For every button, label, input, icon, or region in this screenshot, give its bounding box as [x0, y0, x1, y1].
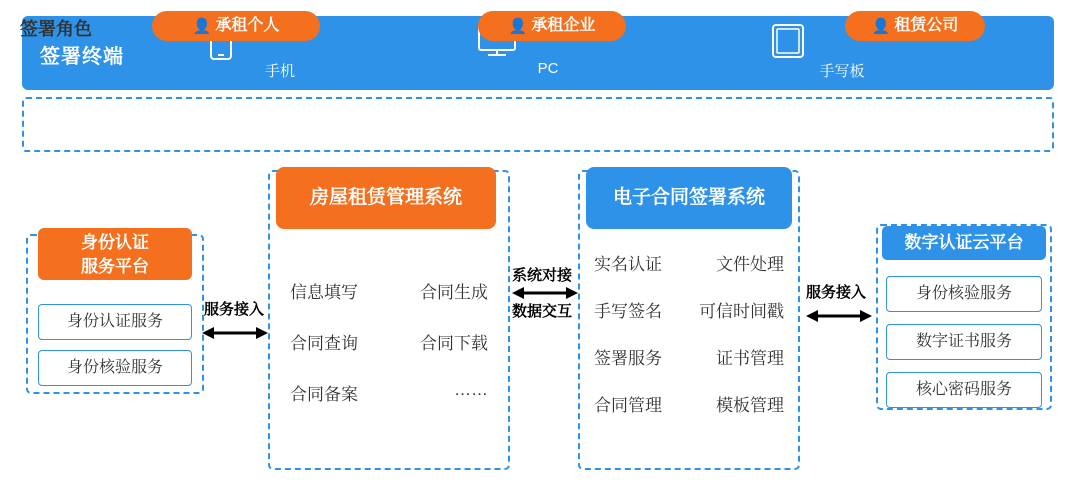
contract-feature-row: [586, 297, 792, 322]
signing-roles-bar: [22, 97, 1054, 152]
contract-feature-row: [586, 391, 792, 416]
role-label-enterprise-tenant: 承租企业: [531, 17, 596, 34]
contract-system-header: 电子合同签署系统: [586, 167, 792, 229]
cert-service-core-crypto: 核心密码服务: [886, 372, 1042, 408]
connector-label-data-exchange: 数据交互: [512, 303, 573, 320]
connector-label-service-access-right: 服务接入: [806, 284, 867, 301]
identity-platform-title-line2: 服务平台: [81, 257, 149, 276]
rental-feature-info-fill: 信息填写: [290, 283, 358, 302]
arrow-right-double: [806, 308, 872, 324]
rental-feature-more: ……: [454, 380, 488, 399]
contract-feature-certificate-management: 证书管理: [716, 349, 784, 368]
signing-roles-title: 签署角色: [20, 19, 92, 39]
contract-feature-contract-management: 合同管理: [594, 396, 662, 415]
contract-feature-signing-service: 签署服务: [594, 349, 662, 368]
rental-feature-row: [276, 329, 502, 354]
connector-label-system-integration: 系统对接: [512, 267, 573, 284]
identity-platform-title-line1: 身份认证: [81, 233, 149, 252]
rental-feature-contract-filing: 合同备案: [290, 385, 358, 404]
identity-platform-header: [38, 228, 192, 280]
terminal-label-mobile: 手机: [264, 63, 295, 80]
person-icon: 👤: [871, 18, 891, 35]
identity-service-auth: 身份认证服务: [38, 304, 192, 340]
contract-feature-row: [586, 344, 792, 369]
contract-feature-template-management: 模板管理: [716, 396, 784, 415]
cert-service-digital-certificate: 数字证书服务: [886, 324, 1042, 360]
rental-feature-row: [276, 278, 502, 303]
identity-service-verify: 身份核验服务: [38, 350, 192, 386]
contract-feature-row: [586, 250, 792, 275]
rental-feature-row: [276, 380, 502, 405]
contract-feature-file-processing: 文件处理: [716, 255, 784, 274]
role-label-individual-tenant: 承租个人: [215, 17, 280, 34]
rental-feature-contract-query: 合同查询: [290, 334, 358, 353]
connector-label-service-access-left: 服务接入: [204, 301, 265, 318]
person-icon: 👤: [508, 18, 528, 35]
role-chip-individual-tenant: [152, 11, 320, 41]
arrow-middle-double: [512, 285, 578, 301]
cert-platform-header: 数字认证云平台: [882, 226, 1046, 260]
role-label-leasing-company: 租赁公司: [894, 17, 959, 34]
cert-service-identity-verify: 身份核验服务: [886, 276, 1042, 312]
rental-feature-contract-generate: 合同生成: [420, 283, 488, 302]
arrow-left-double: [202, 325, 268, 341]
rental-system-header: 房屋租赁管理系统: [276, 167, 496, 229]
signing-terminal-title: 签署终端: [40, 46, 124, 68]
terminal-label-tablet: 手写板: [819, 63, 865, 80]
role-chip-leasing-company: [845, 11, 985, 41]
contract-system-feature-grid: [586, 250, 792, 438]
contract-feature-real-name-auth: 实名认证: [594, 255, 662, 274]
rental-system-feature-grid: [276, 278, 502, 431]
role-chip-enterprise-tenant: [478, 11, 626, 41]
contract-feature-handwritten-signature: 手写签名: [594, 302, 662, 321]
person-icon: 👤: [192, 18, 212, 35]
contract-feature-trusted-timestamp: 可信时间戳: [699, 302, 784, 321]
rental-feature-contract-download: 合同下载: [420, 334, 488, 353]
terminal-label-pc: PC: [537, 60, 559, 77]
